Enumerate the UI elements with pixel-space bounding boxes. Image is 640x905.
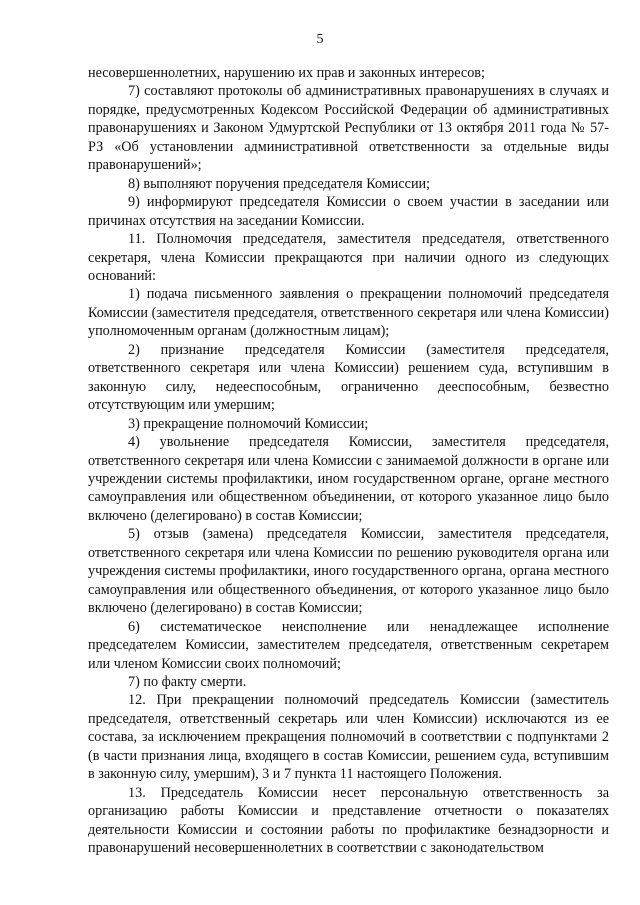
paragraph-ground-4: 4) увольнение председателя Комиссии, заместителя председателя, ответственного секретаря или члена Комиссии с занимаемой должности в органе или учреждении системы профилактики, ином государственном органе, органе местного самоуправления или общественном объединении, от которого указанное лицо было включено (делегировано) в состав Комиссии; [88,434,609,524]
page-body [88,64,609,857]
page-number: 5 [316,32,324,47]
paragraph-ground-6: 6) систематическое неисполнение или ненадлежащее исполнение председателем Комиссии, заместителем председателя, ответственным секретарем или членом Комиссии своих полномочий; [88,618,609,672]
paragraph-ground-5: 5) отзыв (замена) председателя Комиссии, заместителя председателя, ответственного секретаря или члена Комиссии по решению руководителя органа или учреждения системы профилактики, иного государственного органа, органа местного самоуправления или общественного объединения, от которого указанное лицо было включено (делегировано) в состав Комиссии; [88,526,609,617]
paragraph-item-9: 9) информируют председателя Комиссии о своем участии в заседании или причинах отсутствия на заседании Комиссии. [88,194,609,229]
paragraph-item-8: 8) выполняют поручения председателя Комиссии; [128,175,431,192]
paragraph-continuation: несовершеннолетних, нарушению их прав и законных интересов; [88,65,485,81]
paragraph-section-13: 13. Председатель Комиссии несет персональную ответственность за организацию работы Комиссии и представление отчетности о показателях деятельности Комиссии и состоянии работы по профилактике безнадзорности и правонарушений несовершеннолетних в соответствии с законодательством [88,784,609,857]
paragraph-item-7-protocols: 7) составляют протоколы об административных правонарушениях в случаях и порядке, предусмотренных Кодексом Российской Федерации об административных правонарушениях и Законом Удмуртской Республики от 13 октября 2011 года № 57-РЗ «Об установлении административной ответственности за отдельные виды правонарушений»; [88,83,609,174]
paragraph-ground-1: 1) подача письменного заявления о прекращении полномочий председателя Комиссии (заместителя председателя, ответственного секретаря или члена Комиссии) уполномоченным органам (должностным лицам); [88,286,609,340]
paragraph-ground-7: 7) по факту смерти. [128,673,247,690]
paragraph-section-11: 11. Полномочия председателя, заместителя председателя, ответственного секретаря, члена Комиссии прекращаются при наличии одного из следующих оснований: [88,231,609,284]
paragraph-ground-3: 3) прекращение полномочий Комиссии; [128,415,369,432]
paragraph-ground-2: 2) признание председателя Комиссии (заместителя председателя, ответственного секретаря или члена Комиссии) решением суда, вступившим в законную силу, недееспособным, ограниченно дееспособным, безвестно отсутствующим или умершим; [88,341,609,414]
paragraph-section-12: 12. При прекращении полномочий председатель Комиссии (заместитель председателя, ответственный секретарь или член Комиссии) исключаются из ее состава, за исключением прекращения полномочий в соответствии с подпунктами 2 (в части признания лица, входящего в состав Комиссии, решением суда, вступившим в законную силу, умершим), 3 и 7 пункта 11 настоящего Положения. [88,692,609,783]
